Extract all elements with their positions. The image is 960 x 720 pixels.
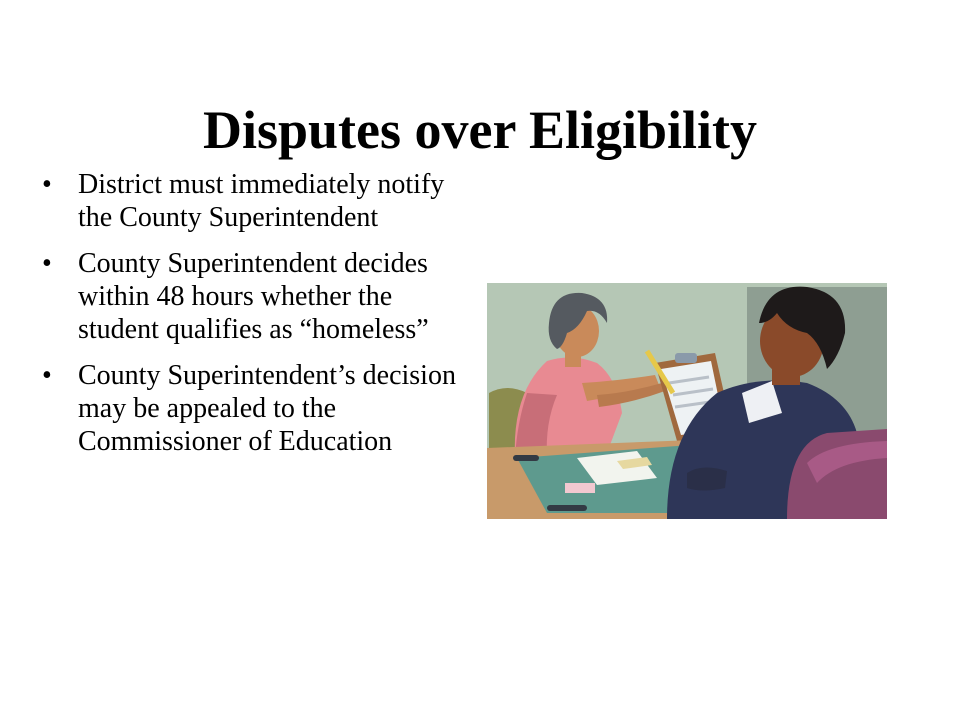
bullet-text: County Superintendent decides within 48 hours whether the student qualifies as “homeless” <box>78 248 429 345</box>
slide-title: Disputes over Eligibility <box>202 100 758 161</box>
bullet-dot: • <box>42 360 52 391</box>
bullet-item <box>40 359 480 458</box>
desk-note <box>565 483 595 493</box>
bullet-list <box>40 168 480 471</box>
bullet-dot: • <box>42 248 52 279</box>
bullet-text: District must immediately notify the County Superintendent <box>78 169 445 233</box>
bullet-dot: • <box>42 169 52 200</box>
meeting-clipart-image <box>487 283 887 519</box>
bullet-text: County Superintendent’s decision may be appealed to the Commissioner of Education <box>78 360 456 457</box>
bullet-item <box>40 247 480 346</box>
bullet-item <box>40 168 480 234</box>
